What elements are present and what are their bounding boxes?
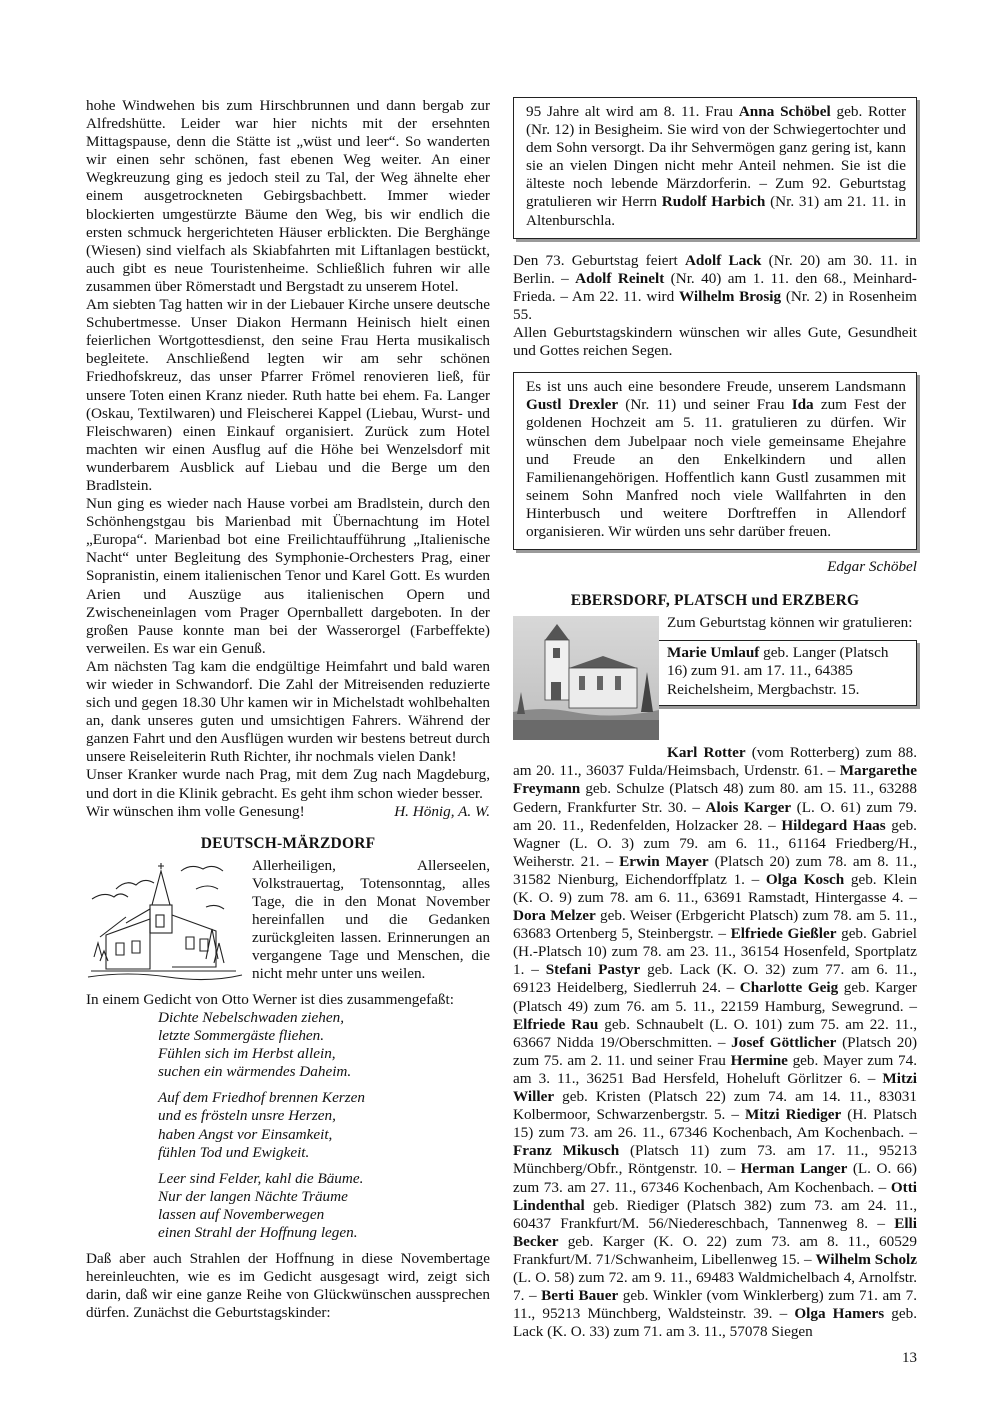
poem-line: Nur der langen Nächte Träume [158,1187,348,1205]
birthday-details: geb. Schulze (Platsch 48) zum 80. am 15. 11., 63288 Gedern, Frankfurter Str. 30. – [513,780,917,816]
birthday-details: geb. Mayer zum 74. am 3. 11., 36251 Bad Hersfeld, Hoheluft Görlitzer 6. – [513,1051,918,1087]
poem-line: haben Angst vor Einsamkeit, [158,1125,333,1143]
section-title: DEUTSCH-MÄRZDORF [200,834,376,852]
birthday-box [513,97,917,239]
birthday-details: (L. O. 58) zum 72. am 9. 11., 69483 Waldmichelbach 4, Arnolfstr. 7. – [513,1268,917,1305]
paragraph: hohe Windwehen bis zum Hirschbrunnen und dann bergab zur Alfredshütte. Leider war hier nichts mit der ersehnten Mittagspause, denn die Stätte ist „wüst und leer“. So wanderten wir einen sehr schönen, fast ebenen Weg weiter. An einer Wegkreuzung ging es jedoch steil zu Tal, der Weg ähnelte eher einem ausgetrockneten Gebirgsbachbett. Immer wieder blockierten umgestürzte Bäume den Weg, bis wir endlich die ersten schmuck hergerichteten Häuser erblickten. Die Berghänge (Wiesen) sind vielfach als Skiabfahrten mit Liftanlagen bestückt, auch gibt es neue Touristenheime. Schließlich fuhren wir alle zusammen über Römerstadt und Bergstadt zu unserem Hotel. [86,97,490,295]
birthday-details: geb. Karger (K. O. 22) zum 73. am 8. 11., 60529 Frankfurt/M. 71/Schwanheim, Libellenweg 15. – [513,1232,917,1268]
birthday-details: geb. Wagner (L. O. 3) zum 79. am 6. 11., 61164 Friedberg/H., Weiherstr. 21. – [513,816,917,870]
birthday-list [513,744,917,1341]
left-column [86,97,490,1322]
poem-line: lassen auf Novemberwegen [158,1205,325,1223]
person-name: Anna Schöbel [738,103,831,120]
person-name: Erwin Mayer [619,852,709,870]
person-name: Rudolf Harbich [661,193,766,211]
birthday-details: geb. Klein (K. O. 9) zum 78. am 6. 11., 63691 Ramstadt, Hintergasse 4. – [513,870,917,906]
text: (Nr. 20) am 30. 11. in Berlin. – [513,251,917,287]
person-name: Dora Melzer [513,907,596,925]
person-name: Elfriede Gießler [730,925,837,943]
text: Es ist uns auch eine besondere Freude, unserem Landsmann [526,378,906,396]
paragraph [513,252,917,324]
text: geb. Rotter (Nr. 12) in Besigheim. Sie wird von der Schwiegertochter und dem Sohn versorgt. Da ihr Sehvermögen ganz gering ist, kann sie an vielen Dingen nicht mehr Anteil nehmen. Sie ist die älteste noch lebende Märzdorferin. – Zum 92. Geburtstag gratulieren wir Herrn [526,103,906,211]
person-name: Margarethe Freymann [513,762,917,798]
birthday-details: geb. Gabriel (H.-Platsch 10) zum 78. am 23. 11., 36154 Hosenfeld, Sportplatz 1. – [513,925,918,979]
text: (Nr. 11) und seiner Frau [618,396,792,414]
paragraph-end: Wir wünschen ihm volle Genesung! [86,802,305,820]
birthday-details: (L. O. 61) zum 79. am 20. 11., Redenfelden, Holzacker 28. – [513,798,917,834]
poem-line: und es frösteln unsre Herzen, [158,1107,336,1125]
person-name: Mitzi Willer [513,1069,917,1106]
church-photo-icon [513,616,659,740]
poem-stanza [158,1170,490,1242]
paragraph: Unser Kranker wurde nach Prag, mit dem Zug nach Magdeburg, und dort in die Klinik gebracht. Es geht ihm schon wieder besser. [86,766,490,802]
person-name: Hildegard Haas [781,816,886,834]
poem-line: Leer sind Felder, kahl die Bäume. [158,1169,364,1187]
page-number: 13 [902,1350,917,1366]
person-name: Berti Bauer [541,1287,619,1305]
poem-line: fühlen Tod und Ewigkeit. [158,1143,310,1161]
text: Den 73. Geburtstag feiert [513,251,685,269]
person-name: Wilhelm Scholz [815,1250,917,1268]
person-name: Elfriede Rau [513,1015,599,1033]
text: zum Fest der goldenen Hochzeit am 5. 11. gratulieren zu dürfen. Wir wünschen dem Jubelpaar noch viele gemeinsame Ehejahre und Freude an den Enkelkindern und allen Familienangehörigen. Hoffentlich kann Gustl zusammen mit seinem Sohn Manfred noch viele Wallfahrten in den Hinterbusch und weitere Dorftreffen in Allendorf organisieren. Wir würden uns sehr darüber freuen. [526,396,907,540]
birthday-details: geb. Winkler (vom Winklerberg) zum 71. am 7. 11., 95213 Münchberg, Waldsteinstr. 39. – [513,1287,917,1323]
birthday-details: geb. Karger (Platsch 49) zum 76. am 5. 11., 22159 Hamburg, Sewegrund. – [513,979,917,1015]
birthday-details: geb. Kristen (Platsch 22) zum 74. am 14. 11., 83031 Kolbermoor, Schwarzenbergstr. 5. – [513,1088,917,1124]
birthday-details: (Platsch 11) zum 73. am 17. 11., 95213 Münchberg/Obfr., Röntgenstr. 10. – [513,1142,917,1178]
signature-line [86,803,490,821]
poem-line: Dichte Nebelschwaden ziehen, [158,1008,344,1026]
church-photo [513,616,659,740]
paragraph: Allen Geburtstagskindern wünschen wir alles Gute, Gesundheit und Gottes reichen Segen. [513,324,917,360]
birthday-details: geb. Riediger (Platsch 382) zum 73. am 24. 11., 60437 Frankfurt/M. 56/Niedereschbach, Tannenweg 8. – [513,1196,917,1232]
person-name: Josef Göttlicher [731,1033,837,1051]
poem-line: Fühlen sich im Herbst allein, [158,1045,336,1063]
poem-line: suchen ein wärmendes Daheim. [158,1063,352,1081]
person-name: Otti Lindenthal [513,1178,917,1214]
person-name: Ida [791,396,814,414]
birthday-details: geb. Weiser (Erbgericht Platsch) zum 78. am 5. 11., 63683 Ortenberg 5, Steinbergstr. – [513,907,917,943]
person-name: Stefani Pastyr [545,961,641,979]
intro-text: Zum Geburtstag können wir gratulieren: [667,614,913,632]
poem-line: einen Strahl der Hoffnung legen. [158,1223,358,1241]
signature: H. Hönig, A. W. [394,802,490,820]
person-name: Adolf Reinelt [575,269,665,287]
chapel-drawing [86,859,244,987]
poem-stanza [158,1089,490,1161]
paragraph: Nun ging es wieder nach Hause vorbei am Bradlstein, durch den Schönhengstgau bis Marienbad mit Übernachtung im Hotel „Europa“. Marienbad bot eine Freilichtaufführung „Italienische Nacht“ unter Begleitung des Symphonie-Orchesters Prag, einer Sopranistin, einem italienischen Tenor und Karel Gott. Es wurden Arien und Auszüge aus italienischen Opern und Zwischeneinlagen vom Prager Opernballett dargeboten. In der großen Pause konnte man bei der Wasserorgel (Farbeffekte) verweilen. Es war ein Genuß. [86,495,490,657]
text: 95 Jahre alt wird am 8. 11. Frau [526,103,739,120]
paragraph: Am nächsten Tag kam die endgültige Heimfahrt und bald waren wir wieder in Schwandorf. Die Zahl der Mitreisenden reduzierte sich und gegen 18.30 Uhr kamen wir in Michelstadt wohlbehalten an, dank unseres guten und umsichtigen Fahrers. Während der ganzen Fahrt und den Ausflügen wurden wir bestens betreut durch unsere Reiseleiterin Ruth Richter, ihr nochmals vielen Dank! [86,657,490,766]
person-name: Gustl Drexler [526,396,619,414]
text: (Nr. 31) am 21. 11. in Altenburschla. [526,193,907,229]
person-name: Franz Mikusch [513,1142,620,1160]
box-text [526,378,906,541]
birthday-details: (Platsch 20) zum 78. am 8. 11., 31582 Nienburg, Eichendorffplatz 1. – [513,852,917,888]
birthday-details: (Platsch 20) zum 75. am 2. 11. und seiner Frau [513,1033,918,1069]
poem-line: letzte Sommergäste fliehen. [158,1027,325,1045]
person-name: Herman Langer [740,1160,848,1178]
birthday-details: (H. Platsch 15) zum 73. am 26. 11., 67346 Kochenbach, Am Kochenbach. – [513,1106,917,1142]
text: (Nr. 2) in Rosenheim 55. [513,287,917,323]
person-name: Olga Kosch [765,870,845,888]
person-name: Olga Hamers [794,1305,885,1323]
box-text [526,103,906,230]
paragraph: Am siebten Tag hatten wir in der Liebauer Kirche unsere deutsche Schubertmesse. Unser Diakon Hermann Heinisch hielt einen feierlichen Wortgottesdienst, den seine Frau Herta musikalisch begleitete. Anschließend legten wir am sehr schönen Friedhofskreuz, das unser Pfarrer Frömel renovieren ließ, für unsere Toten einen Kranz nieder. Ruth hatte bei ehem. Fa. Langer (Oskau, Textilwaren) und Fleischerei Kappel (Liebau, Wurst- und Fleischwaren) einen Einkauf organisiert. Zurück zum Hotel machten wir einen Ausflug auf die Höhe bei Wenzelsdorf mit wunderbarem Ausblick auf Liebau und die Berge um den Bradlstein. [86,296,490,494]
person-name: Mitzi Riediger [744,1106,842,1124]
person-name: Alois Karger [705,798,792,816]
birthday-details: geb. Schnaubelt (L. O. 101) zum 75. am 22. 11., 63667 Nidda 19/Oberschmitten. – [513,1015,917,1051]
poem-stanza [158,1009,490,1081]
poem-intro: In einem Gedicht von Otto Werner ist dies zusammengefaßt: [86,990,454,1008]
right-column [513,97,917,1341]
paragraph: Daß aber auch Strahlen der Hoffnung in diese Novembertage hereinleuchten, wie es im Gedicht ausgesagt wird, zeigt sich darin, daß wir eine ganze Reihe von Glückwünschen aussprechen dürfen. Zunächst die Geburtstagskinder: [86,1250,490,1322]
person-name: Karl Rotter [667,744,746,762]
person-name: Adolf Lack [684,251,762,269]
text: geb. Langer (Platsch 16) zum 91. am 17. 11., 64385 Reichelsheim, Mergbachstr. 15. [667,644,889,698]
person-name: Elli Becker [513,1214,917,1250]
section-title: EBERSDORF, PLATSCH und ERZBERG [570,592,860,610]
person-name: Marie Umlauf [667,644,760,662]
anniversary-box [513,372,917,550]
birthday-details: (L. O. 66) zum 73. am 27. 11., 67346 Kochenbach, Am Kochenbach. – [513,1160,917,1196]
birthday-details: (vom Rotterberg) zum 88. am 20. 11., 36037 Fulda/Heimsbach, Urdenstr. 61. – [513,744,917,780]
intro-text: Allerheiligen, Allerseelen, Volkstrauertag, Totensonntag, alles Tage, die in den Monat November hereinfallen und die Gedanken zurückgleiten lassen. Erinnerungen an vergangene Tage und Menschen, die nicht mehr unter uns weilen. [252,856,490,983]
chapel-sketch-icon [86,859,244,987]
birthday-details: geb. Lack (K. O. 32) zum 77. am 6. 11., 69123 Heidelberg, Siedlerruh 24. – [513,961,917,997]
poem [158,1009,490,1242]
text: (Nr. 40) am 1. 11. den 68., Meinhard-Frieda. – Am 22. 11. wird [513,269,917,305]
signature: Edgar Schöbel [827,558,917,576]
person-name: Hermine [730,1051,788,1069]
person-name: Charlotte Geig [739,979,839,997]
poem-line: Auf dem Friedhof brennen Kerzen [158,1089,365,1107]
person-name: Wilhelm Brosig [678,287,782,305]
birthday-details: geb. Lack (K. O. 33) zum 71. am 3. 11., 57078 Siegen [513,1305,917,1341]
